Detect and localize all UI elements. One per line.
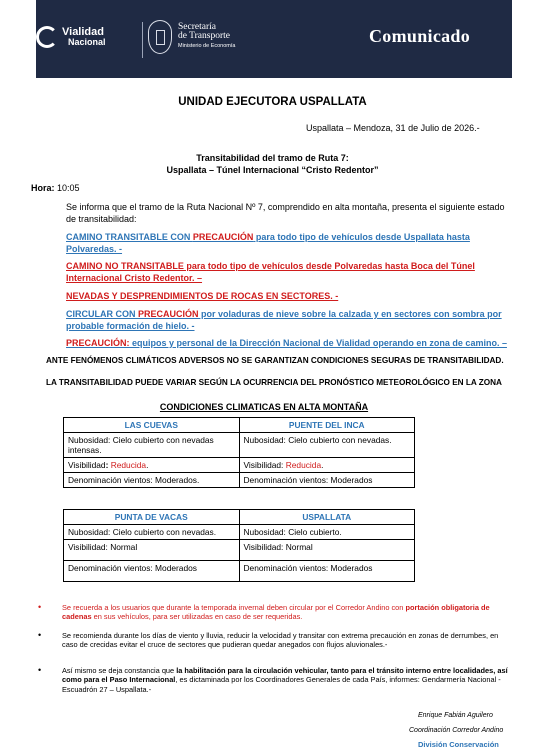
note-emphasis: portación obligatoria de cadenas [62,603,490,622]
warning-no-guarantee: ANTE FENÓMENOS CLIMÁTICOS ADVERSOS NO SE GARANTIZAN CONDICIONES SEGURAS DE TRANSITABILIDAD. [46,356,504,365]
condition-circular-precaucion [66,309,512,332]
table-cell: Nubosidad: Cielo cubierto. [239,525,415,540]
condition-no-transitable: CAMINO NO TRANSITABLE para todo tipo de vehículos desde Polvaredas hasta Boca del Túnel Internacional Cristo Redentor. – [66,261,475,283]
bullet-icon: • [38,630,42,640]
table-cell: Visibilidad: Normal [239,540,415,561]
signature-division: División Conservación [418,740,499,749]
table-row [64,433,415,458]
column-header-las-cuevas: LAS CUEVAS [64,418,240,433]
visibility-label: Visibilidad [68,460,106,470]
precaucion-label: PRECAUCIÓN: [66,338,130,348]
comunicado-title: Comunicado [369,26,471,46]
bullet-icon: • [38,602,42,612]
visibility-value: Reducida [285,460,322,470]
subtitle-route: Transitabilidad del tramo de Ruta 7: [196,153,349,163]
secretaria-line3: Ministerio de Economía [178,43,236,49]
condition-transitable [66,232,512,255]
table-cell: Denominación vientos: Moderados [239,473,415,488]
dateline: Uspallata – Mendoza, 31 de Julio de 2026.- [306,123,480,133]
vialidad-logo-icon [36,26,58,48]
visibility-colon: : [105,460,111,470]
secretaria-line1: Secretaría [178,22,216,32]
document-title: UNIDAD EJECUTORA USPALLATA [178,96,367,108]
precaucion-label: PRECAUCIÓN [192,232,254,242]
column-header-puente-del-inca: PUENTE DEL INCA [239,418,415,433]
note-text [62,666,512,694]
table-row [64,540,415,561]
column-header-uspallata: USPALLATA [239,510,415,525]
secretaria-logo [148,20,235,54]
warning-forecast: LA TRANSITABILIDAD PUEDE VARIAR SEGÚN LA OCURRENCIA DEL PRONÓSTICO METEOROLÓGICO EN LA ZONA [46,378,502,387]
table-cell: Denominación vientos: Moderados [239,561,415,582]
condition-text: equipos y personal de la Dirección Nacional de Vialidad operando en zona de camino. – [129,338,507,348]
intro-paragraph: Se informa que el tramo de la Ruta Nacional Nº 7, comprendido en alta montaña, presenta el siguiente estado de transitabilidad: [66,202,505,224]
note-text-part: en sus vehículos, para ser utilizadas en caso de ser requeridas. [91,612,303,622]
condition-text: CAMINO TRANSITABLE CON [66,232,193,242]
table-row [64,525,415,540]
logo-divider [142,22,143,58]
table-cell: Denominación vientos: Moderados. [64,473,240,488]
bullet-icon: • [38,665,42,675]
table-cell: Visibilidad: Reducida. [64,458,240,473]
national-seal-icon [148,20,172,54]
conditions-title: CONDICIONES CLIMATICAS EN ALTA MONTAÑA [159,402,369,412]
note-authorization [38,666,512,694]
climate-table-1 [63,417,415,488]
table-cell: Denominación vientos: Moderados [64,561,240,582]
table-cell: Nubosidad: Cielo cubierto con nevadas. [64,525,240,540]
note-text [62,603,512,622]
table-row [64,561,415,582]
table-header-row [64,510,415,525]
precaucion-label: PRECAUCIÓN [138,309,199,319]
note-text-part: Se recuerda a los usuarios que durante la temporada invernal deben circular por el Corredor Andino con [62,603,406,612]
note-text: Se recomienda durante los días de viento y lluvia, reducir la velocidad y transitar con extrema precaución en zonas de derrumbes, en caso de crecidas evitar el cruce de sectores que pudieran quedar anegados con flujos aluvionales.- [62,631,499,650]
climate-table-2 [63,509,415,582]
table-cell: Visibilidad: Reducida. [239,458,415,473]
note-wind-rain [38,631,512,650]
time-label: Hora: [31,183,55,193]
vialidad-line1: Vialidad [62,26,104,38]
signature-name: Enrique Fabián Aguilero [418,712,493,719]
note-emphasis: la habilitación para la circulación vehicular, tanto para el tránsito interno entre localidades, así como para el Paso Internacional [62,666,508,685]
time-line [31,183,80,193]
note-text-part: , es dictaminada por los Coordinadores Generales de cada País, informes: Gendarmería Nacional -Escuadrón 27 – Uspallata.- [62,675,501,694]
visibility-label: Visibilidad: [243,460,286,470]
vialidad-line2: Nacional [68,37,106,47]
visibility-value: Reducida [110,460,147,470]
secretaria-line2: de Transporte [178,31,230,41]
table-row [64,458,415,473]
signature-role: Coordinación Corredor Andino [409,727,504,734]
table-header-row [64,418,415,433]
time-value: 10:05 [54,183,80,193]
table-row [64,473,415,488]
subtitle-section: Uspallata – Túnel Internacional “Cristo Redentor” [166,165,379,175]
table-cell: Visibilidad: Normal [64,540,240,561]
condition-equipos [66,338,512,350]
condition-text: CIRCULAR CON [66,309,138,319]
table-cell: Nubosidad: Cielo cubierto con nevadas intensas. [64,433,240,458]
condition-nevadas: NEVADAS Y DESPRENDIMIENTOS DE ROCAS EN SECTORES. - [66,291,339,301]
note-text-part: Así mismo se deja constancia que [62,666,177,675]
column-header-punta-de-vacas: PUNTA DE VACAS [64,510,240,525]
note-chains [38,603,512,622]
condition-text: para todo tipo de vehículos desde Uspallata hasta Polvaredas. - [66,232,470,254]
table-cell: Nubosidad: Cielo cubierto con nevadas. [239,433,415,458]
condition-text: por voladuras de nieve sobre la calzada y en sectores con sombra por probable formación de hielo. - [66,309,502,331]
